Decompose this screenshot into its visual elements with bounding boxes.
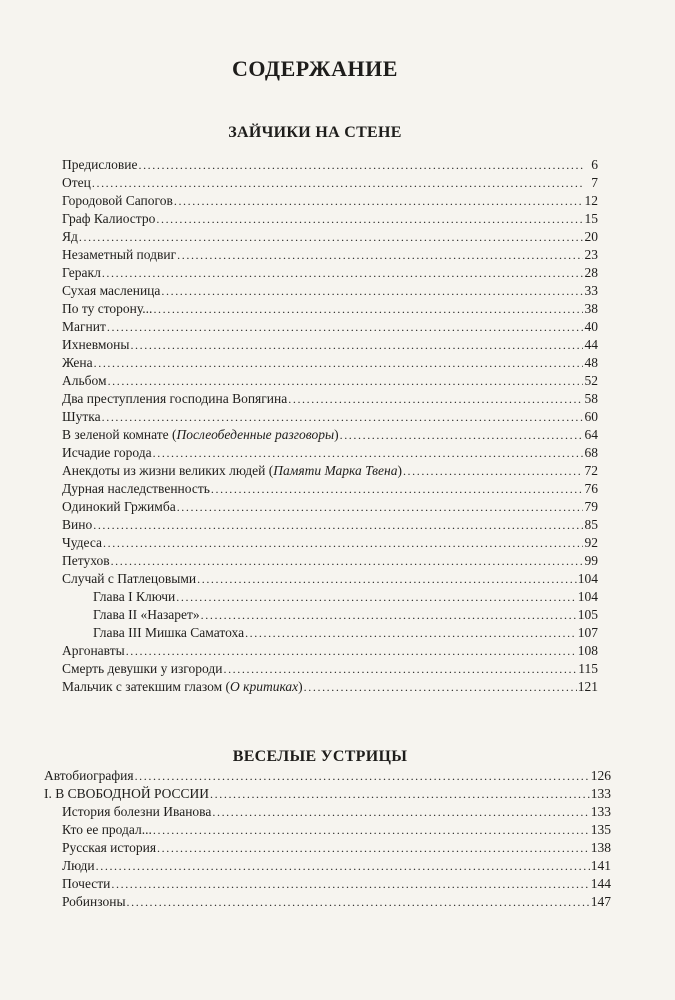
toc-entry [0, 426, 598, 444]
dot-leader [177, 498, 583, 516]
dot-leader [403, 462, 583, 480]
dot-leader [174, 192, 583, 210]
dot-leader [153, 821, 590, 839]
dot-leader [153, 444, 583, 462]
toc-entry-title [62, 210, 155, 228]
toc-entry-title [62, 570, 196, 588]
toc-entry-title-text: Дурная наследственность [62, 481, 210, 496]
toc-page-number: 52 [584, 373, 598, 388]
toc-page-number: 7 [591, 175, 598, 190]
toc-entry-title-text: Аргонавты [62, 643, 125, 658]
toc-entry-title [62, 678, 303, 696]
toc-entry [0, 552, 598, 570]
dot-leader [197, 570, 577, 588]
toc-entry [0, 785, 611, 803]
toc-entry-subtitle: Послеобеденные разговоры [176, 427, 335, 442]
toc-entry-title-text: Робинзоны [62, 894, 126, 909]
toc-entry-title-text: Городовой Сапогов [62, 193, 173, 208]
toc-entry [0, 857, 611, 875]
toc-entry-title-text: Случай с Патлецовыми [62, 571, 197, 586]
toc-entry-title [62, 354, 93, 372]
toc-entry [0, 192, 598, 210]
toc-page-number: 12 [584, 193, 598, 208]
toc-entry-title [44, 767, 134, 785]
toc-entry-title [62, 318, 106, 336]
toc-entry-title-text: Петухов [62, 553, 110, 568]
toc-page-number: 6 [591, 157, 598, 172]
dot-leader [304, 678, 577, 696]
toc-entry-subtitle: Памяти Марка Твена [273, 463, 398, 478]
toc-entry-title [62, 839, 156, 857]
toc-entry [0, 588, 598, 606]
dot-leader [288, 390, 583, 408]
toc-entry-title-text: Два преступления господина Вопягина [62, 391, 288, 406]
toc-entry-title-text: Яд [62, 229, 78, 244]
toc-list [0, 156, 675, 696]
toc-page-number: 107 [577, 625, 598, 640]
toc-entry [0, 498, 598, 516]
toc-entry-title-text: I. В СВОБОДНОЙ РОССИИ [44, 786, 210, 801]
toc-entry-title-text: Смерть девушки у изгороди [62, 661, 223, 676]
toc-entry [0, 480, 598, 498]
toc-entry-title-text: В зеленой комнате ( [62, 427, 177, 442]
toc-page-number: 115 [578, 661, 598, 676]
dot-leader [340, 426, 583, 444]
toc-entry-title-text: Русская история [62, 840, 157, 855]
toc-entry-title-text: Магнит [62, 319, 106, 334]
dot-leader [111, 875, 589, 893]
toc-entry-title [62, 246, 176, 264]
toc-entry-title-text: Сухая масленица [62, 283, 161, 298]
toc-entry-title-text: Глава I Ключи [93, 589, 176, 604]
toc-entry [0, 390, 598, 408]
toc-page-number: 72 [584, 463, 598, 478]
toc-entry [0, 875, 611, 893]
toc-page-number: 126 [590, 768, 611, 783]
toc-entry-title-text: Автобиография [44, 768, 134, 783]
toc-entry [0, 246, 598, 264]
toc-page-number: 121 [577, 679, 598, 694]
toc-page-number: 68 [584, 445, 598, 460]
toc-entry-title-text: Исчадие города [62, 445, 152, 460]
toc-page-number: 58 [584, 391, 598, 406]
toc-entry-title [62, 857, 95, 875]
toc-entry-title [62, 875, 110, 893]
toc-entry-title [62, 192, 173, 210]
dot-leader [211, 480, 583, 498]
toc-page-number: 20 [584, 229, 598, 244]
toc-entry [0, 534, 598, 552]
toc-entry [0, 516, 598, 534]
toc-entry-title-text: Незаметный подвиг [62, 247, 177, 262]
toc-entry-title-text: Кто ее продал... [62, 822, 152, 837]
section-title: ЗАЙЧИКИ НА СТЕНЕ [228, 124, 402, 141]
toc-page-number: 44 [584, 337, 598, 352]
toc-page-number: 108 [577, 643, 598, 658]
toc-entry [0, 570, 598, 588]
toc-entry [0, 642, 598, 660]
toc-page-number: 105 [577, 607, 598, 622]
toc-entry-title [62, 282, 160, 300]
dot-leader [161, 282, 583, 300]
toc-page-number: 38 [584, 301, 598, 316]
toc-entry-title-text: Глава III Мишка Саматоха [93, 625, 245, 640]
toc-entry [0, 660, 598, 678]
dot-leader [210, 785, 590, 803]
toc-entry-title-suffix: ) [334, 427, 339, 442]
dot-leader [157, 839, 590, 857]
toc-entry [0, 408, 598, 426]
dot-leader [102, 408, 583, 426]
toc-entry [0, 624, 598, 642]
toc-page-number: 64 [584, 427, 598, 442]
dot-leader [245, 624, 577, 642]
toc-entry-title [62, 498, 176, 516]
toc-entry-title [62, 408, 101, 426]
toc-page-number: 79 [584, 499, 598, 514]
toc-entry-title-suffix: ) [397, 463, 402, 478]
toc-entry-title [62, 390, 287, 408]
toc-entry [0, 336, 598, 354]
toc-page-number: 138 [590, 840, 611, 855]
toc-entry [0, 354, 598, 372]
toc-entry-title [62, 228, 78, 246]
dot-leader [102, 264, 583, 282]
toc-entry-title [62, 660, 222, 678]
toc-entry-title-text: Одинокий Гржимба [62, 499, 176, 514]
toc-entry-title-text: Жена [62, 355, 93, 370]
toc-page-number: 135 [590, 822, 611, 837]
toc-entry-title-text: Глава II «Назарет» [93, 607, 200, 622]
toc-entry-title [93, 624, 244, 642]
toc-entry-title-text: История болезни Иванова [62, 804, 212, 819]
toc-page-number: 76 [584, 481, 598, 496]
toc-entry-title-text: Геракл [62, 265, 101, 280]
toc-page-number: 60 [584, 409, 598, 424]
toc-page-number: 15 [584, 211, 598, 226]
toc-entry [0, 803, 611, 821]
toc-entry-subtitle: О критиках [230, 679, 299, 694]
toc-entry-title [62, 480, 210, 498]
toc-entry-title-text: Ихневмоны [62, 337, 130, 352]
toc-entry [0, 282, 598, 300]
toc-entry-title [62, 803, 211, 821]
toc-entry [0, 264, 598, 282]
toc-entry-title-text: Люди [62, 858, 95, 873]
dot-leader [201, 606, 577, 624]
toc-page-number: 48 [584, 355, 598, 370]
dot-leader [138, 156, 583, 174]
dot-leader [223, 660, 577, 678]
dot-leader [127, 893, 590, 911]
dot-leader [153, 300, 583, 318]
toc-entry-title-text: Шутка [62, 409, 101, 424]
toc-entry [0, 210, 598, 228]
toc-entry [0, 372, 598, 390]
toc-page-number: 85 [584, 517, 598, 532]
toc-entry-title [62, 821, 152, 839]
toc-page-number: 99 [584, 553, 598, 568]
toc-entry-title [62, 462, 402, 480]
dot-leader [96, 857, 590, 875]
toc-entry-title [62, 516, 92, 534]
toc-entry-title [62, 336, 129, 354]
toc-entry [0, 174, 598, 192]
dot-leader [156, 210, 583, 228]
toc-page-number: 33 [584, 283, 598, 298]
toc-entry-title-text: Вино [62, 517, 93, 532]
toc-entry-title-text: Анекдоты из жизни великих людей ( [62, 463, 274, 478]
dot-leader [126, 642, 577, 660]
toc-entry [0, 444, 598, 462]
toc-page-number: 28 [584, 265, 598, 280]
toc-entry-title [93, 606, 200, 624]
dot-leader [108, 372, 583, 390]
toc-entry-title-text: Мальчик с затекшим глазом ( [62, 679, 230, 694]
toc-entry-title [62, 534, 102, 552]
toc-entry-title [62, 893, 126, 911]
dot-leader [135, 767, 590, 785]
toc-entry-title [62, 264, 101, 282]
toc-entry [0, 839, 611, 857]
toc-list [0, 767, 675, 911]
dot-leader [176, 588, 576, 606]
toc-entry [0, 821, 611, 839]
dot-leader [111, 552, 583, 570]
dot-leader [107, 318, 583, 336]
dot-leader [94, 354, 583, 372]
toc-entry [0, 156, 598, 174]
toc-page-number: 133 [590, 804, 611, 819]
toc-entry-title [62, 642, 125, 660]
dot-leader [79, 228, 583, 246]
toc-page-number: 104 [577, 571, 598, 586]
toc-entry [0, 462, 598, 480]
toc-entry-title-text: Граф Калиостро [62, 211, 156, 226]
toc-entry-title [93, 588, 175, 606]
toc-entry-title [62, 300, 152, 318]
dot-leader [177, 246, 583, 264]
toc-entry-title [62, 174, 91, 192]
toc-entry-title [62, 372, 107, 390]
dot-leader [103, 534, 583, 552]
toc-entry [0, 893, 611, 911]
toc-entry [0, 300, 598, 318]
dot-leader [92, 174, 583, 192]
toc-page-number: 147 [590, 894, 611, 909]
toc-page-number: 133 [590, 786, 611, 801]
toc-page-number: 40 [584, 319, 598, 334]
toc-entry-title [62, 552, 110, 570]
toc-entry [0, 318, 598, 336]
toc-entry-title-suffix: ) [298, 679, 303, 694]
toc-entry-title [62, 156, 137, 174]
toc-page-number: 141 [590, 858, 611, 873]
toc-entry-title-text: По ту сторону... [62, 301, 153, 316]
toc-entry-title-text: Альбом [62, 373, 107, 388]
dot-leader [130, 336, 583, 354]
contents-title: СОДЕРЖАНИЕ [232, 56, 398, 81]
toc-page-number: 104 [577, 589, 598, 604]
toc-entry-title-text: Отец [62, 175, 91, 190]
toc-entry-title [44, 785, 209, 803]
toc-entry [0, 767, 611, 785]
toc-entry-title-text: Почести [62, 876, 111, 891]
toc-entry-title [62, 444, 152, 462]
toc-page-number: 23 [584, 247, 598, 262]
toc-entry-title-text: Чудеса [62, 535, 103, 550]
toc-entry [0, 678, 598, 696]
toc-page-number: 144 [590, 876, 611, 891]
dot-leader [212, 803, 589, 821]
toc-entry-title-text: Предисловие [62, 157, 138, 172]
toc-page-number: 92 [584, 535, 598, 550]
dot-leader [93, 516, 583, 534]
section-title: ВЕСЕЛЫЕ УСТРИЦЫ [232, 748, 408, 765]
toc-entry [0, 228, 598, 246]
toc-entry [0, 606, 598, 624]
toc-entry-title [62, 426, 339, 444]
